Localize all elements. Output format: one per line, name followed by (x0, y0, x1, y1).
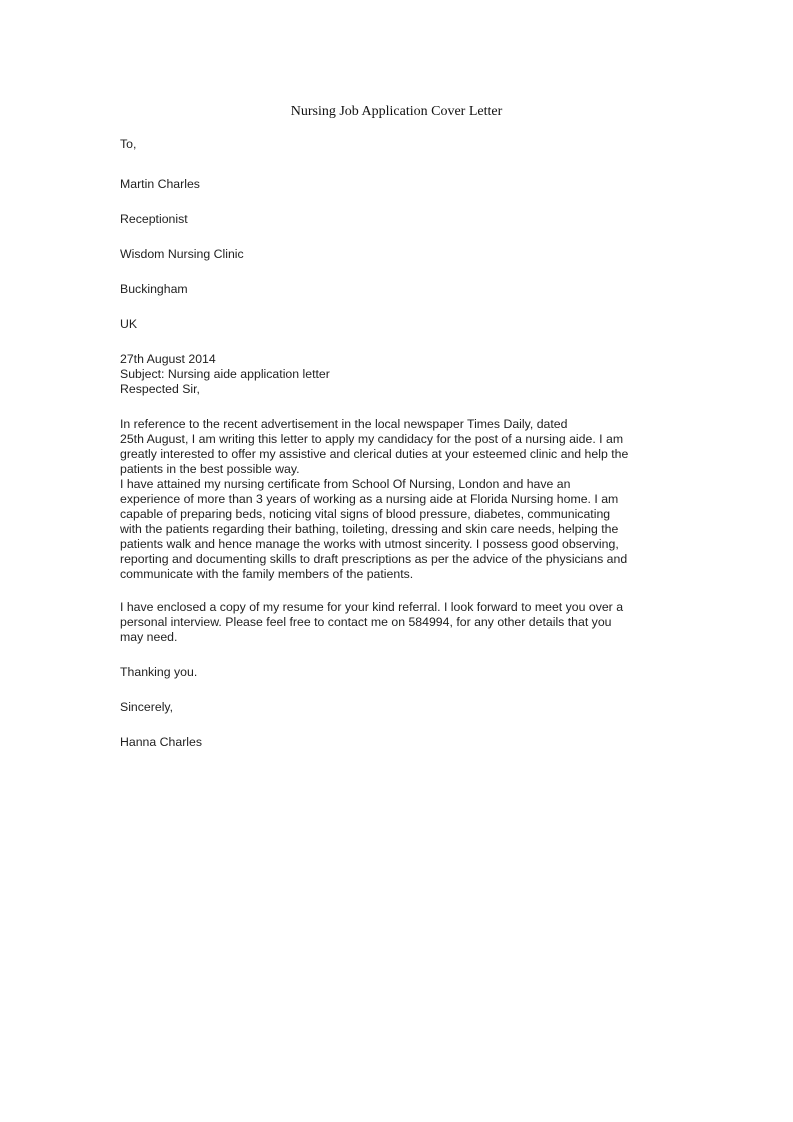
paragraph-line: may need. (120, 630, 178, 644)
body-paragraph-1 (120, 417, 680, 582)
recipient-organization: Wisdom Nursing Clinic (120, 247, 244, 261)
paragraph-line: I have enclosed a copy of my resume for your kind referral. I look forward to meet you over a (120, 600, 624, 614)
paragraph-line: experience of more than 3 years of working as a nursing aide at Florida Nursing home. I am (120, 492, 619, 506)
salutation-to: To, (120, 137, 137, 151)
document-title: Nursing Job Application Cover Letter (290, 104, 503, 119)
paragraph-line: patients walk and hence manage the works with utmost sincerity. I possess good observing, (120, 537, 619, 551)
recipient-city: Buckingham (120, 282, 188, 296)
paragraph-line: capable of preparing beds, noticing vital signs of blood pressure, diabetes, communicating (120, 507, 611, 521)
paragraph-line: 25th August, I am writing this letter to apply my candidacy for the post of a nursing aide. I am (120, 432, 624, 446)
paragraph-line: reporting and documenting skills to draft prescriptions as per the advice of the physicians and (120, 552, 628, 566)
letter-date: 27th August 2014 (120, 352, 216, 366)
recipient-position: Receptionist (120, 212, 188, 226)
paragraph-line: greatly interested to offer my assistive and clerical duties at your esteemed clinic and help the (120, 447, 629, 461)
letter-greeting: Respected Sir, (120, 382, 200, 396)
paragraph-line: with the patients regarding their bathing, toileting, dressing and skin care needs, helping the (120, 522, 619, 536)
thanks-line: Thanking you. (120, 665, 198, 679)
closing-line: Sincerely, (120, 700, 174, 714)
paragraph-line: personal interview. Please feel free to contact me on 584994, for any other details that you (120, 615, 612, 629)
paragraph-line: In reference to the recent advertisement in the local newspaper Times Daily, dated (120, 417, 568, 431)
letter-subject: Subject: Nursing aide application letter (120, 367, 330, 381)
recipient-country: UK (120, 317, 138, 331)
paragraph-line: communicate with the family members of the patients. (120, 567, 414, 581)
body-paragraph-2 (120, 600, 680, 645)
recipient-name: Martin Charles (120, 177, 200, 191)
paragraph-line: I have attained my nursing certificate from School Of Nursing, London and have an (120, 477, 571, 491)
signature-name: Hanna Charles (120, 735, 203, 749)
paragraph-line: patients in the best possible way. (120, 462, 300, 476)
